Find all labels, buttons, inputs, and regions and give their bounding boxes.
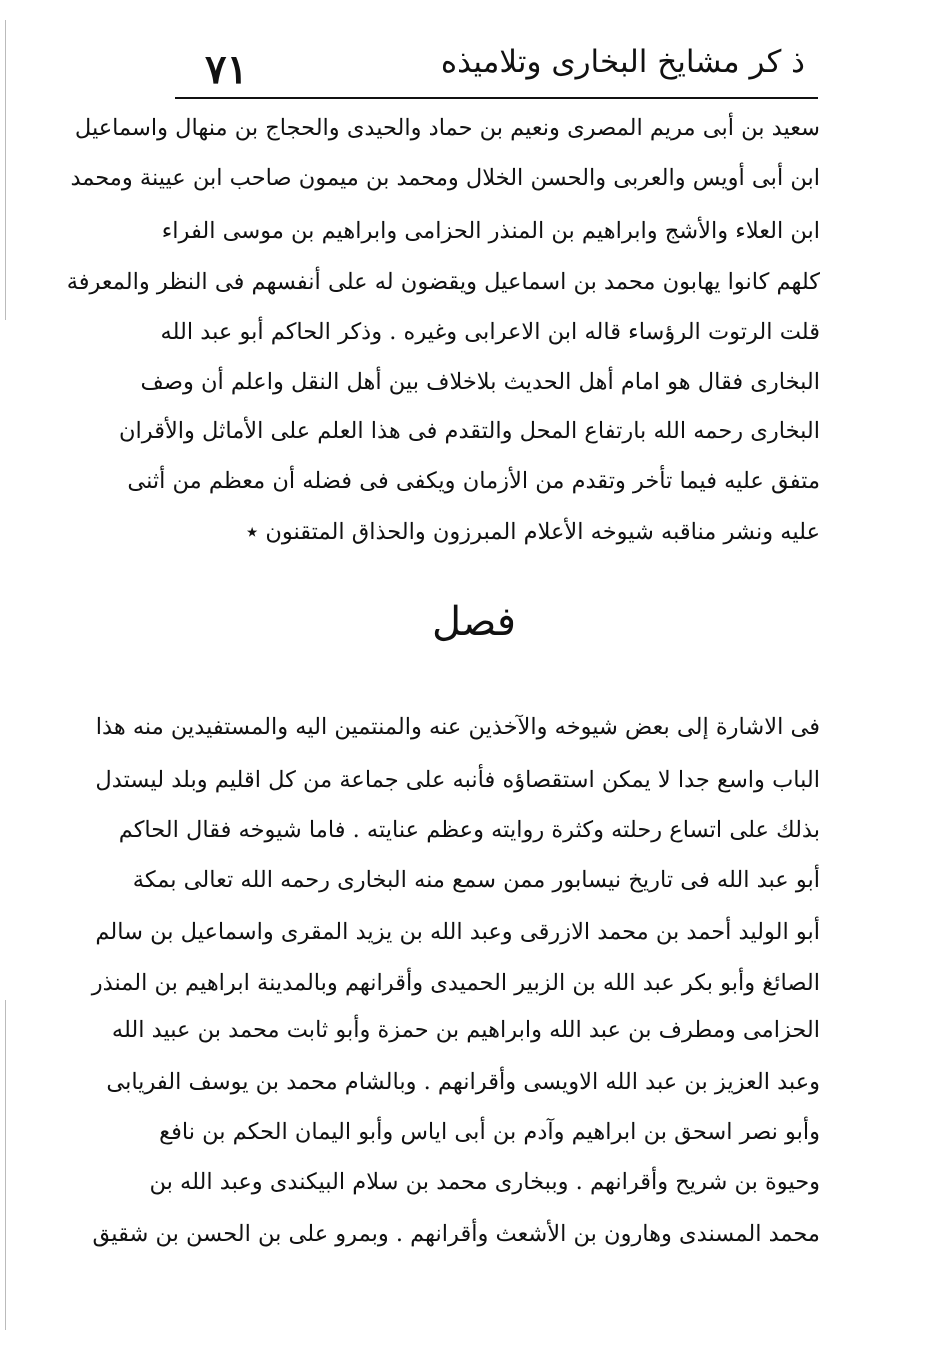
text-line: سعيد بن أبى مريم المصرى ونعيم بن حماد والحيدى والحجاج بن منهال واسماعيل — [74, 115, 820, 141]
text-line: ابن أبى أويس والعربى والحسن الخلال ومحمد بن ميمون صاحب ابن عيينة ومحمد — [70, 165, 820, 191]
running-title: ذ كر مشايخ البخارى وتلاميذه — [440, 44, 805, 80]
page-header — [175, 38, 815, 98]
header-rule — [175, 97, 818, 99]
page-number: ٧١ — [205, 46, 248, 93]
text-line: أبو الوليد أحمد بن محمد الازرقى وعبد الله بن يزيد المقرى واسماعيل بن سالم — [95, 919, 820, 945]
text-line: قلت الرتوت الرؤساء قاله ابن الاعرابى وغيره . وذكر الحاكم أبو عبد الله — [160, 319, 820, 345]
text-line: ابن العلاء والأشج وابراهيم بن المنذر الحزامى وابراهيم بن موسى الفراء — [161, 218, 820, 244]
text-line: عليه ونشر مناقبه شيوخه الأعلام المبرزون والحذاق المتقنون ٭ — [245, 519, 820, 545]
text-line: البخارى رحمه الله بارتفاع المحل والتقدم فى هذا العلم على الأماثل والأقران — [119, 418, 820, 444]
text-line: محمد المسندى وهارون بن الأشعث وأقرانهم . وبمرو على بن الحسن بن شقيق — [92, 1221, 820, 1247]
text-line: بذلك على اتساع رحلته وكثرة روايته وعظم عنايته . فاما شيوخه فقال الحاكم — [118, 817, 820, 843]
text-line: الصائغ وأبو بكر عبد الله بن الزبير الحميدى وأقرانهم وبالمدينة ابراهيم بن المنذر — [91, 970, 820, 996]
text-line: الحزامى ومطرف بن عبد الله وابراهيم بن حمزة وأبو ثابت محمد بن عبيد الله — [111, 1017, 820, 1043]
scan-margin-line — [5, 20, 6, 320]
section-heading: فصل — [431, 599, 517, 645]
text-line: البخارى فقال هو امام أهل الحديث بلاخلاف بين أهل النقل واعلم أن وصف — [140, 369, 820, 395]
scan-margin-line — [5, 1000, 6, 1330]
text-line: كلهم كانوا يهابون محمد بن اسماعيل ويقضون له على أنفسهم فى النظر والمعرفة — [66, 269, 820, 295]
text-line: وعبد العزيز بن عبد الله الاويسى وأقرانهم . وبالشام محمد بن يوسف الفريابى — [106, 1069, 820, 1095]
text-line: متفق عليه فيما تأخر وتقدم من الأزمان ويكفى فى فضله أن معظم من أثنى — [127, 468, 820, 494]
text-line: فى الاشارة إلى بعض شيوخه والآخذين عنه والمنتمين اليه والمستفيدين منه هذا — [95, 714, 820, 740]
text-line: أبو عبد الله فى تاريخ نيسابور ممن سمع منه البخارى رحمه الله تعالى بمكة — [132, 867, 820, 893]
text-line: الباب واسع جدا لا يمكن استقصاؤه فأنبه على جماعة من كل اقليم وبلد ليستدل — [95, 767, 820, 793]
text-line: وحيوة بن شريح وأقرانهم . وببخارى محمد بن سلام البيكندى وعبد الله بن — [149, 1169, 820, 1195]
text-line: وأبو نصر اسحق بن ابراهيم وآدم بن أبى اياس وأبو اليمان الحكم بن نافع — [159, 1119, 820, 1145]
